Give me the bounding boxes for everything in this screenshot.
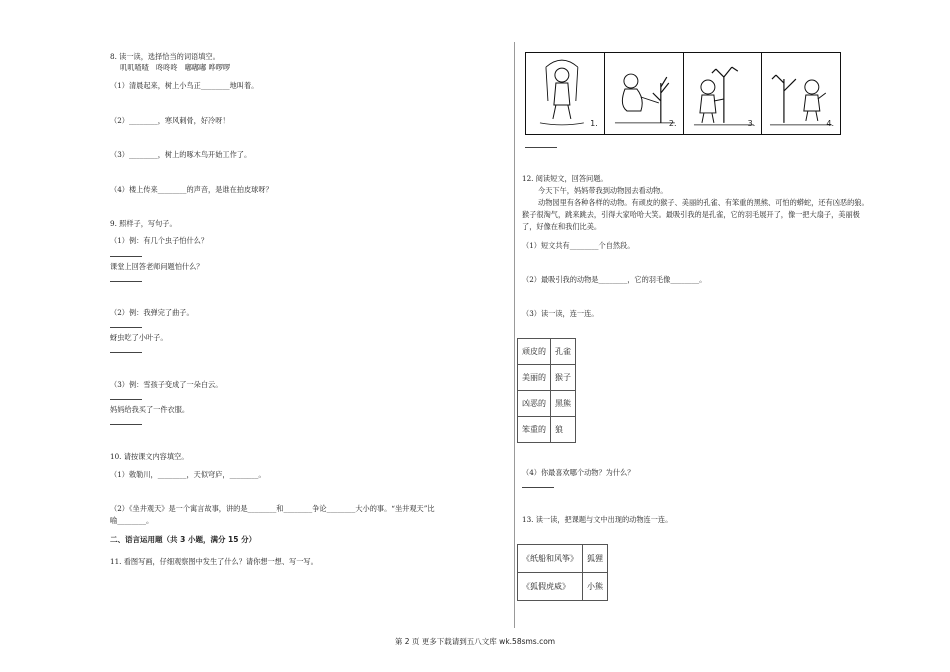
- q8-item-4: （4）楼上传来________的声音，是谁在拍皮球呀？: [110, 185, 273, 194]
- match-left[interactable]: 美丽的: [518, 365, 551, 391]
- picture-panel-4: [762, 53, 840, 134]
- passage-line-4: 了，好像在和我们比美。: [522, 222, 602, 231]
- title-match-table: [517, 544, 608, 601]
- answer-line[interactable]: [110, 256, 142, 257]
- match-right[interactable]: 猴子: [551, 365, 576, 391]
- passage-line-2: 动物园里有各种各样的动物。有顽皮的猴子、美丽的孔雀、有笨重的黑熊、可怕的蟒蛇，还有凶恶的狼。: [538, 198, 869, 207]
- q11-prompt: 11. 看图写画，仔细观察图中发生了什么？请你想一想、写一写。: [110, 557, 318, 566]
- q8-item-3: （3）________，树上的啄木鸟开始工作了。: [110, 150, 252, 159]
- answer-line[interactable]: [525, 147, 557, 148]
- answer-line[interactable]: [110, 281, 142, 282]
- match-left[interactable]: 《狐假虎威》: [518, 573, 583, 601]
- q8-item-2: （2）________，寒风刺骨，好冷呀！: [110, 116, 230, 125]
- q8-item-1: （1）清晨起来，树上小鸟正________地叫着。: [110, 81, 259, 90]
- match-right[interactable]: 黑熊: [551, 391, 576, 417]
- match-right[interactable]: 狐狸: [583, 545, 608, 573]
- picture-number: 1.: [590, 119, 598, 128]
- picture-panel-3: [684, 53, 763, 134]
- q12-sub-3: （3）读一读，连一连。: [522, 309, 599, 318]
- picture-number: 3.: [747, 119, 756, 128]
- q13-title: 13. 读一读，把课题与文中出现的动物连一连。: [522, 515, 673, 524]
- match-right[interactable]: 狼: [551, 417, 576, 443]
- picture-number: 2.: [668, 119, 677, 128]
- picture-strip: [525, 52, 841, 135]
- match-left[interactable]: 《纸船和风筝》: [518, 545, 583, 573]
- picture-number: 4.: [826, 119, 834, 128]
- table-row: [518, 417, 576, 443]
- q12-sub-2: （2）最吸引我的动物是________，它的羽毛像________。: [522, 275, 707, 284]
- q10-item-2: （2）《坐井观天》是一个寓言故事，讲的是________和________争论________大小的事。“坐井观天”比: [110, 504, 435, 513]
- q9-example-2: （2）例：我弹完了曲子。: [110, 308, 194, 317]
- answer-line[interactable]: [110, 399, 142, 400]
- q8-title: 8. 读一读，选择恰当的词语填空。: [110, 52, 220, 61]
- table-row: [518, 391, 576, 417]
- answer-line[interactable]: [110, 352, 142, 353]
- q12-sub-1: （1）短文共有________个自然段。: [522, 241, 635, 250]
- page-footer: 第 2 页 更多下载请到五八文库 wk.58sms.com: [394, 637, 556, 646]
- table-row: [518, 365, 576, 391]
- q9-sentence-1: 课堂上回答老师问题怕什么？: [110, 262, 204, 271]
- passage-line-3: 猴子很淘气，跳来跳去，引得大家哈哈大笑。最吸引我的是孔雀，它的羽毛展开了，像一把大扇子，美丽极: [522, 210, 860, 219]
- q9-example-3: （3）例：雪孩子变成了一朵白云。: [110, 380, 223, 389]
- picture-panel-2: [605, 53, 684, 134]
- q10-item-1: （1）敕勒川，________，天似穹庐，________。: [110, 470, 266, 479]
- q9-sentence-3: 妈妈给我买了一件衣服。: [110, 405, 190, 414]
- match-right[interactable]: 小熊: [583, 573, 608, 601]
- match-left[interactable]: 凶恶的: [518, 391, 551, 417]
- q12-sub-4: （4）你最喜欢哪个动物？为什么？: [522, 468, 635, 477]
- adjective-match-table: [517, 338, 576, 443]
- column-divider: [514, 42, 515, 628]
- answer-line[interactable]: [522, 487, 554, 488]
- answer-line[interactable]: [110, 424, 142, 425]
- q9-sentence-2: 蚜虫吃了小叶子。: [110, 333, 168, 342]
- q10-title: 10. 请按课文内容填空。: [110, 452, 189, 461]
- answer-line[interactable]: [110, 327, 142, 328]
- section-heading: 二、语言运用题（共 3 小题，满分 15 分）: [110, 535, 257, 544]
- match-left[interactable]: 笨重的: [518, 417, 551, 443]
- table-row: [518, 339, 576, 365]
- match-right[interactable]: 孔雀: [551, 339, 576, 365]
- passage-line-1: 今天下午，妈妈带我到动物园去看动物。: [538, 186, 668, 195]
- q10-item-2-cont: 喻________。: [110, 516, 154, 525]
- match-left[interactable]: 顽皮的: [518, 339, 551, 365]
- table-row: [518, 573, 608, 601]
- q8-options: 叽叽喳喳 咚咚咚 嘟嘟嘟 哗啰啰: [120, 63, 231, 72]
- q9-title: 9. 照样子，写句子。: [110, 219, 177, 228]
- table-row: [518, 545, 608, 573]
- picture-panel-1: [526, 53, 605, 134]
- q12-title: 12. 阅读短文，回答问题。: [522, 174, 608, 183]
- q9-example-1: （1）例：有几个虫子怕什么？: [110, 236, 209, 245]
